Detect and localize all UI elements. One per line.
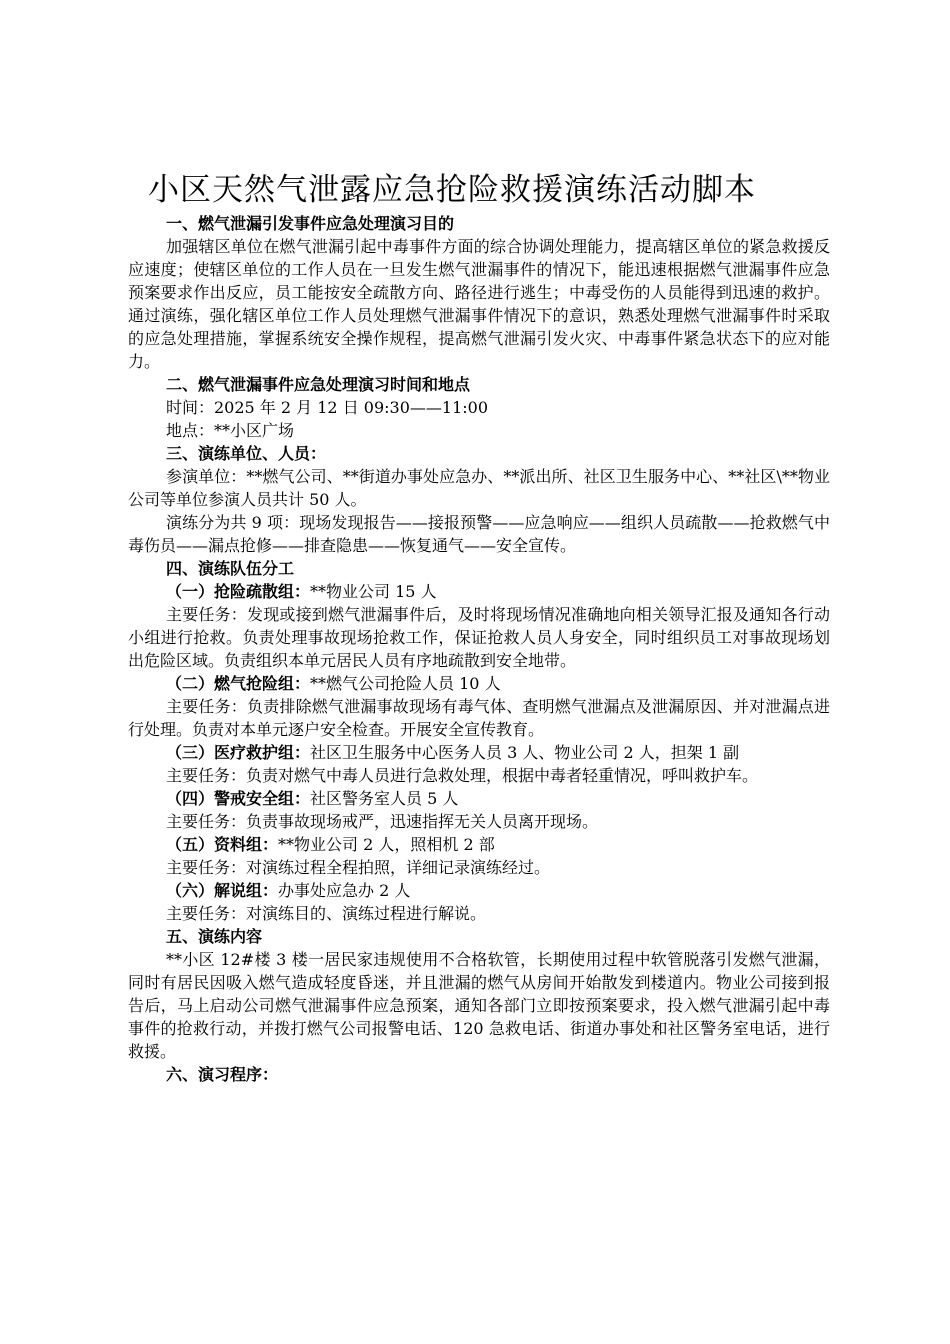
team-heading-records	[128, 833, 830, 856]
team-name: 燃气抢险组：	[214, 674, 311, 693]
document-page	[128, 170, 830, 1086]
section-heading-time-place: 二、燃气泄漏事件应急处理演习时间和地点	[166, 375, 471, 394]
team-name: 解说组：	[214, 881, 279, 900]
team-heading-evacuation	[128, 580, 830, 603]
team-heading-commentary	[128, 879, 830, 902]
purpose-paragraph: 加强辖区单位在燃气泄漏引起中毒事件方面的综合协调处理能力，提高辖区单位的紧急救援反应速度；使辖区单位的工作人员在一旦发生燃气泄漏事件的情况下，能迅速根据燃气泄漏事件应急预案要求作出反应，员工能按安全疏散方向、路径进行逃生；中毒受伤的人员能得到迅速的救护。通过演练，强化辖区单位工作人员处理燃气泄漏事件情况下的意识，熟悉处理燃气泄漏事件时采取的应急处理措施，掌握系统安全操作规程，提高燃气泄漏引发火灾、中毒事件紧急状态下的应对能力。	[128, 237, 830, 371]
section-heading-teams: 四、演练队伍分工	[166, 559, 295, 578]
team-name: 资料组：	[214, 835, 279, 854]
participating-units-paragraph: 参演单位：**燃气公司、**街道办事处应急办、**派出所、社区卫生服务中心、**社区\**物业公司等单位参演人员共计 50 人。	[128, 467, 830, 509]
team-heading-security	[128, 787, 830, 810]
team-prefix: （五）	[166, 835, 215, 854]
section-heading-units: 三、演练单位、人员：	[166, 444, 327, 463]
team-members: 社区警务室人员 5 人	[310, 789, 459, 808]
section-heading-content: 五、演练内容	[166, 927, 263, 946]
team-task-commentary: 主要任务：对演练目的、演练过程进行解说。	[166, 904, 487, 923]
team-name: 抢险疏散组：	[214, 582, 311, 601]
team-task-security: 主要任务：负责事故现场戒严，迅速指挥无关人员离开现场。	[166, 812, 599, 831]
team-prefix: （三）	[166, 743, 215, 762]
team-members: 社区卫生服务中心医务人员 3 人、物业公司 2 人，担架 1 副	[310, 743, 740, 762]
team-heading-gas-repair	[128, 672, 830, 695]
team-prefix: （一）	[166, 582, 215, 601]
drill-items-paragraph: 演练分为共 9 项：现场发现报告——接报预警——应急响应——组织人员疏散——抢救燃气中毒伤员——漏点抢修——排查隐患——恢复通气——安全宣传。	[128, 513, 830, 555]
team-name: 医疗救护组：	[214, 743, 311, 762]
team-members: **物业公司 15 人	[310, 582, 437, 601]
section-heading-procedure: 六、演习程序：	[166, 1065, 279, 1084]
section-heading-purpose: 一、燃气泄漏引发事件应急处理演习目的	[166, 214, 455, 233]
team-members: 办事处应急办 2 人	[278, 881, 411, 900]
team-prefix: （六）	[166, 881, 215, 900]
team-heading-medical	[128, 741, 830, 764]
document-title: 小区天然气泄露应急抢险救援演练活动脚本	[148, 172, 756, 208]
team-task-records: 主要任务：对演练过程全程拍照，详细记录演练经过。	[166, 858, 551, 877]
team-members: **物业公司 2 人，照相机 2 部	[278, 835, 495, 854]
team-members: **燃气公司抢险人员 10 人	[310, 674, 501, 693]
team-prefix: （四）	[166, 789, 215, 808]
team-task-gas-repair: 主要任务：负责排除燃气泄漏事故现场有毒气体、查明燃气泄漏点及泄漏原因、并对泄漏点进行处理。负责对本单元逐户安全检查。开展安全宣传教育。	[128, 697, 830, 739]
team-task-medical: 主要任务：负责对燃气中毒人员进行急救处理，根据中毒者轻重情况，呼叫救护车。	[166, 766, 759, 785]
drill-content-paragraph: **小区 12#楼 3 楼一居民家违规使用不合格软管，长期使用过程中软管脱落引发燃气泄漏，同时有居民因吸入燃气造成轻度昏迷，并且泄漏的燃气从房间开始散发到楼道内。物业公司接到报告后，马上启动公司燃气泄漏事件应急预案，通知各部门立即按预案要求，投入燃气泄漏引起中毒事件的抢救行动，并拨打燃气公司报警电话、120 急救电话、街道办事处和社区警务室电话，进行救援。	[128, 950, 830, 1061]
drill-time: 时间：2025 年 2 月 12 日 09:30——11:00	[166, 398, 488, 417]
team-task-evacuation: 主要任务：发现或接到燃气泄漏事件后，及时将现场情况准确地向相关领导汇报及通知各行动小组进行抢救。负责处理事故现场抢救工作，保证抢救人员人身安全，同时组织员工对事故现场划出危险区域。负责组织本单元居民人员有序地疏散到安全地带。	[128, 605, 830, 670]
team-prefix: （二）	[166, 674, 215, 693]
team-name: 警戒安全组：	[214, 789, 311, 808]
drill-place: 地点：**小区广场	[166, 421, 295, 440]
